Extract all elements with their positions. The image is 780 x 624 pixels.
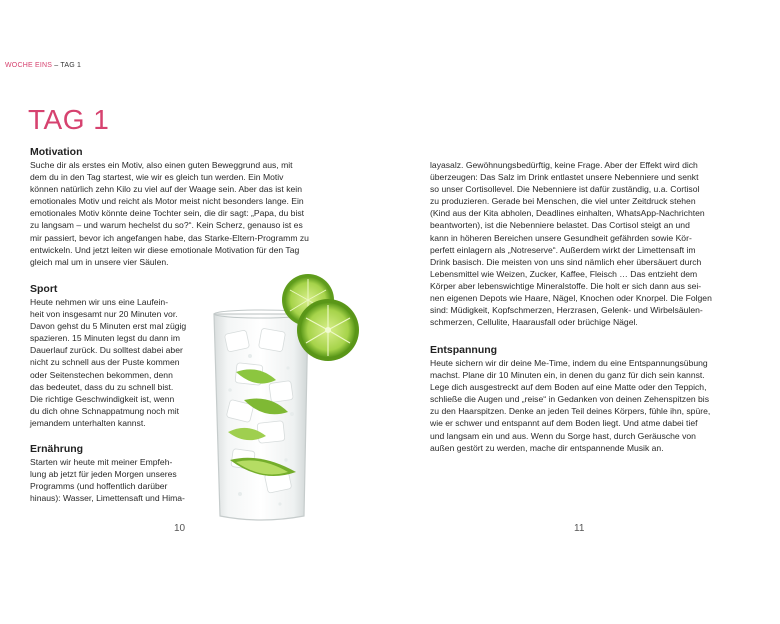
entspannung-line: und langsam ein und aus. Wenn du Sorge hast, durch Geräusche von (430, 430, 696, 441)
running-header-separator: – (52, 62, 61, 69)
sport-line: oder Seitenstechen bekommen, denn (30, 369, 173, 380)
motivation-line: emotionales Motiv könnte deine Tochter sein, die dir sagt: „Papa, du bist (30, 208, 305, 219)
motivation-line: gleich mal um in unsere vier Säulen. (30, 256, 169, 267)
sport-line: heit von insgesamt nur 20 Minuten vor. (30, 309, 178, 320)
heading-motivation: Motivation (30, 146, 83, 158)
right_column-line: (Kind aus der Kita abholen, Deadlines einhalten, WhatsApp-Nachrichten (430, 208, 705, 219)
motivation-line: entwickeln. Und jetzt leiten wir diese emotionale Motivation für den Tag (30, 244, 300, 255)
running-header-day: TAG 1 (60, 62, 82, 69)
ernaehrung-line: lung ab jetzt für jeden Morgen unseres (30, 469, 177, 480)
sport-line: jemandem unterhalten kannst. (30, 417, 146, 428)
sport-line: Heute nehmen wir uns eine Laufein- (30, 297, 169, 307)
ernaehrung-text (30, 456, 185, 504)
sport-line: Die richtige Geschwindigkeit ist, wenn (30, 393, 175, 404)
sport-line: du dich ohne Schnappatmung noch mit (30, 405, 180, 416)
page-number-right: 11 (574, 523, 585, 534)
right-column-text (430, 159, 712, 328)
entspannung-line: Heute sichern wir dir deine Me-Time, indem du eine Entspannungsübung (430, 358, 708, 368)
ernaehrung-line: Programms (und hoffentlich darüber (30, 481, 168, 492)
heading-sport: Sport (30, 283, 58, 295)
right_column-line: so unser Cortisollevel. Die Nebenniere ist dafür zuständig, u.a. Cortisol (430, 184, 700, 195)
sport-line: das bedeutet, dass du zu schnell bist. (30, 381, 174, 392)
sport-line: spazieren. 15 Minuten legst du dann im (30, 333, 181, 344)
entspannung-line: wie er schwer und entspannt auf dem Boden liegt. Und atme dabei tief (430, 418, 698, 429)
right_column-line: sind: Müdigkeit, Kopfschmerzen, Herzrasen, Gelenk- und Wirbelsäulen- (430, 305, 703, 316)
motivation-line: dem du in den Tag startest, wie wir es gleich tun werden. Ein Motiv (30, 172, 284, 183)
right_column-line: Lebensmittel wie Weizen, Zucker, Kaffee, Fleisch … Das entzieht dem (430, 268, 698, 279)
right_column-line: nen eigenen Depots wie Haare, Nägel, Knochen oder Knorpel. Die Folgen (430, 293, 712, 304)
motivation-line: Suche dir als erstes ein Motiv, also einen guten Beweggrund aus, mit (30, 160, 293, 170)
right_column-line: perfett einlagern als „Notreserve“. Außerdem wirkt der Limettensaft im (430, 244, 696, 255)
entspannung-line: machst. Plane dir 10 Minuten ein, in denen du ganz für dich sein kannst. (430, 370, 705, 381)
sport-line: nicht zu schnell aus der Puste kommen (30, 357, 180, 368)
sport-line: Dauerlauf zurück. Du solltest dabei aber (30, 345, 183, 356)
motivation-line: können natürlich zehn Kilo zu viel auf der Waage sein. Aber das ist kein (30, 184, 302, 195)
motivation-text (30, 159, 309, 268)
right_column-line: layasalz. Gewöhnungsbedürftig, keine Frage. Aber der Effekt wird dich (430, 160, 698, 170)
entspannung-text (430, 357, 710, 454)
heading-ernaehrung: Ernährung (30, 443, 84, 455)
running-header-section: WOCHE EINS (5, 62, 53, 69)
running-header (5, 62, 81, 69)
page-number-left: 10 (174, 523, 186, 534)
right_column-line: Drink basisch. Die meisten von uns sind nämlich eher übersäuert durch (430, 256, 702, 267)
motivation-line: emotionales Motiv und reicht als Motor meist nicht besonders lange. Ein (30, 196, 304, 207)
ernaehrung-line: Starten wir heute mit meiner Empfeh- (30, 457, 173, 467)
right_column-line: schmerzen, Cellulite, Haarausfall oder brüchige Nägel. (430, 317, 638, 328)
right_column-line: beantworten), ist die Nebenniere belastet. Das Cortisol steigt an und (430, 220, 690, 231)
entspannung-line: außen gestört zu werden, mache dir entspannende Musik an. (430, 442, 664, 453)
heading-entspannung: Entspannung (430, 344, 498, 356)
entspannung-line: zu den Haarspitzen. Denke an jeden Teil deines Körpers, fühle ihn, spüre, (430, 406, 711, 417)
day-title: TAG 1 (28, 104, 110, 135)
right_column-line: Körper aber lebenswichtige Mineralstoffe. Die holt er sich dann aus sei- (430, 280, 702, 291)
right_column-line: überzeugen: Das Salz im Drink entlastet unsere Nebenniere und senkt (430, 172, 699, 183)
motivation-line: zu langsam – und warum hechelst du so?“. Kein Scherz, genauso ist es (30, 220, 303, 231)
ernaehrung-line: hinaus): Wasser, Limettensaft und Hima- (30, 493, 185, 504)
right_column-line: zu produzieren. Gerade bei Menschen, die viel unter Zeitdruck stehen (430, 196, 696, 207)
entspannung-line: schließe die Augen und „reise“ in Gedanken von deinen Zehenspitzen bis (430, 394, 709, 405)
motivation-line: mir passiert, bevor ich angefangen habe, das Starke-Eltern-Programm zu (30, 232, 309, 243)
lime-drink-image (200, 272, 370, 524)
right_column-line: kann in höheren Bereichen unsere Gesundheit gefährden sowie Kör- (430, 232, 692, 243)
sport-line: Davon gehst du 5 Minuten erst mal zügig (30, 321, 187, 332)
sport-text (30, 296, 186, 429)
entspannung-line: Lege dich ausgestreckt auf dem Boden auf eine Matte oder den Teppich, (430, 382, 707, 393)
